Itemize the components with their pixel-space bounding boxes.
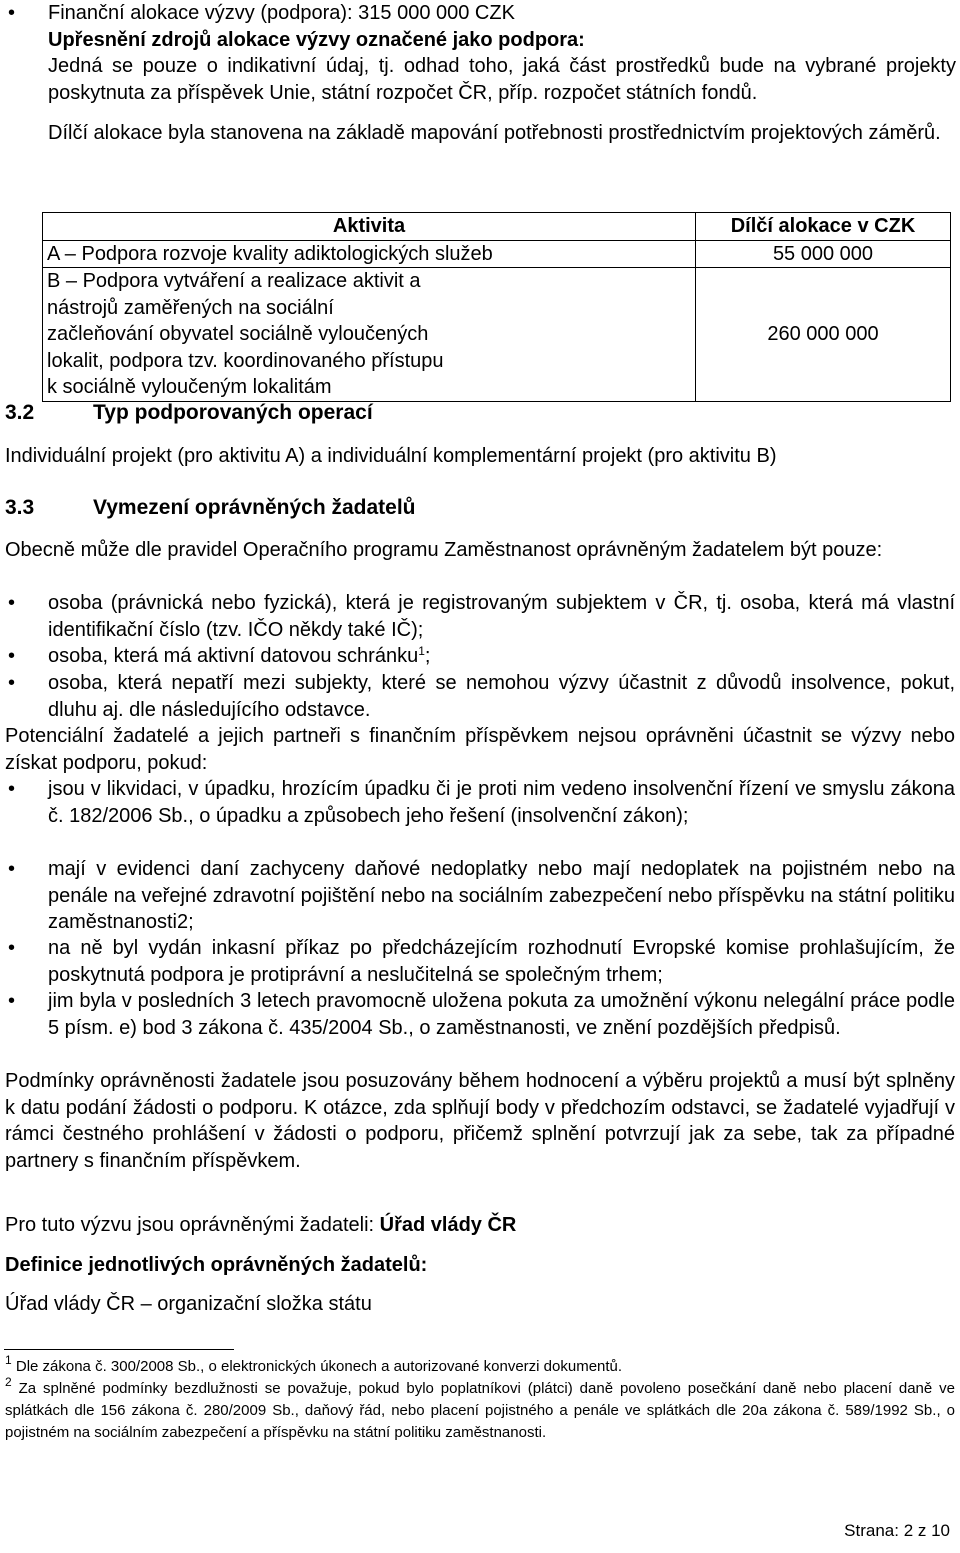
footnote-text: Za splněné podmínky bezdlužnosti se považuje, pokud bylo poplatníkovi (plátci) daně povoleno posečkání daně nebo placení daně ve splátkách dle 156 zákona č. 280/2009 Sb., daňový řád, nebo placení pojistného a penále ve splátkách dle 20a zákona č. 589/1992 Sb., o pojistném na sociálním zabezpečení a příspěvku na státní politiku zaměstnanosti.	[5, 1380, 955, 1441]
table-header-row	[43, 213, 951, 241]
table-row	[43, 240, 951, 268]
eligible-for-call-label: Pro tuto výzvu jsou oprávněnými žadateli:	[5, 1214, 380, 1236]
eligible-item: osoba, která nepatří mezi subjekty, které se nemohou výzvy účastnit z důvodů insolvence, pokut, dluhu aj. dle následujícího odstavce.	[48, 672, 955, 721]
specify-text: Jedná se pouze o indikativní údaj, tj. odhad toho, jaká část prostředků bude na vybrané projekty poskytnuta za příspěvek Unie, státní rozpočet ČR, příp. rozpočet státních fondů.	[48, 55, 956, 104]
definition-heading: Definice jednotlivých oprávněných žadatelů:	[5, 1254, 428, 1276]
ineligible-item: na ně byl vydán inkasní příkaz po předcházejícím rozhodnutí Evropské komise prohlašujícím, že poskytnutá podpora je protiprávní a neslučitelná se společným trhem;	[48, 937, 955, 986]
section-3-3-heading	[5, 495, 416, 521]
bullet-glyph: •	[8, 990, 16, 1012]
eligible-for-call	[5, 1212, 955, 1239]
eligible-item-text: osoba, která má aktivní datovou schránku	[48, 645, 419, 667]
footnote-separator	[4, 1349, 234, 1350]
header-allocation: Dílčí alokace v CZK	[696, 213, 951, 241]
intro-block	[48, 0, 956, 147]
bullet-glyph: •	[8, 592, 16, 614]
allocation-table	[42, 212, 951, 402]
partial-allocation-text: Dílčí alokace byla stanovena na základě mapování potřebnosti prostřednictvím projektových záměrů.	[48, 122, 941, 144]
footnote-ref: 1	[418, 644, 425, 658]
ineligibility-intro: Potenciální žadatelé a jejich partneři s finančním příspěvkem nejsou oprávněni účastnit se výzvy nebo získat podporu, pokud:	[5, 725, 955, 774]
section-title: Vymezení oprávněných žadatelů	[93, 496, 416, 519]
bullet-glyph: •	[8, 645, 16, 667]
amount-cell: 55 000 000	[696, 240, 951, 268]
bullet-glyph: •	[8, 2, 16, 24]
eligible-item: osoba (právnická nebo fyzická), která je registrovaným subjektem v ČR, tj. osoba, která má vlastní identifikační číslo (tzv. IČO někdy také IČ);	[48, 592, 955, 641]
footnote-1	[5, 1353, 955, 1378]
amount-cell: 260 000 000	[696, 268, 951, 402]
bullet-glyph: •	[8, 672, 16, 694]
footnote-number: 1	[5, 1353, 12, 1367]
allocation-label: Finanční alokace výzvy (podpora): 315 000 000 CZK	[48, 2, 515, 24]
table-row	[43, 268, 951, 402]
footnote-number: 2	[5, 1375, 12, 1389]
eligibility-intro: Obecně může dle pravidel Operačního programu Zaměstnanost oprávněným žadatelem být pouze:	[5, 539, 883, 561]
footnote-2	[5, 1375, 955, 1444]
conditions-paragraph: Podmínky oprávněnosti žadatele jsou posuzovány během hodnocení a výběru projektů a musí být splněny k datu podání žádosti o podporu. K otázce, zda splňují body v předchozím odstavci, se žadatelé vyjadřují v rámci čestného prohlášení v žádosti o podporu, přičemž splnění potvrzují jak za sebe, tak za případné partnery s finančním příspěvkem.	[5, 1070, 955, 1172]
eligible-item	[48, 643, 955, 670]
page-number: Strana: 2 z 10	[844, 1521, 950, 1540]
ineligible-item: mají v evidenci daní zachyceny daňové nedoplatky nebo mají nedoplatek na pojistném nebo na penále na veřejné zdravotní pojištění nebo na sociálním zabezpečení nebo příspěvku na státní politiku zaměstnanosti2;	[48, 858, 955, 933]
section-number: 3.3	[5, 496, 35, 519]
eligible-for-call-value: Úřad vlády ČR	[379, 1214, 517, 1236]
ineligible-item: jsou v likvidaci, v úpadku, hrozícím úpadku či je proti nim vedeno insolvenční řízení ve smyslu zákona č. 182/2006 Sb., o úpadku a způsobech jeho řešení (insolvenční zákon);	[48, 778, 955, 827]
header-activity: Aktivita	[43, 213, 696, 241]
section-3-2-heading	[5, 400, 373, 426]
section-number: 3.2	[5, 401, 35, 424]
eligible-item-suffix: ;	[424, 645, 431, 667]
footnote-text: Dle zákona č. 300/2008 Sb., o elektronických úkonech a autorizované konverzi dokumentů.	[15, 1358, 623, 1375]
bullet-glyph: •	[8, 858, 16, 880]
section-title: Typ podporovaných operací	[93, 401, 373, 424]
specify-heading: Upřesnění zdrojů alokace výzvy označené jako podpora:	[48, 28, 585, 51]
bullet-glyph: •	[8, 937, 16, 959]
activity-cell: A – Podpora rozvoje kvality adiktologických služeb	[43, 240, 696, 268]
bullet-glyph: •	[8, 778, 16, 800]
activity-cell: B – Podpora vytváření a realizace aktivit a nástrojů zaměřených na sociální začleňování obyvatel sociálně vyloučených lokalit, podpora tzv. koordinovaného přístupu k sociálně vyloučeným lokalitám	[43, 268, 696, 402]
ineligible-item: jim byla v posledních 3 letech pravomocně uložena pokuta za umožnění výkonu nelegální práce podle 5 písm. e) bod 3 zákona č. 435/2004 Sb., o zaměstnanosti, ve znění pozdějších předpisů.	[48, 990, 955, 1039]
definition-text: Úřad vlády ČR – organizační složka státu	[5, 1293, 372, 1315]
section-3-2-text: Individuální projekt (pro aktivitu A) a individuální komplementární projekt (pro aktivitu B)	[5, 445, 777, 467]
